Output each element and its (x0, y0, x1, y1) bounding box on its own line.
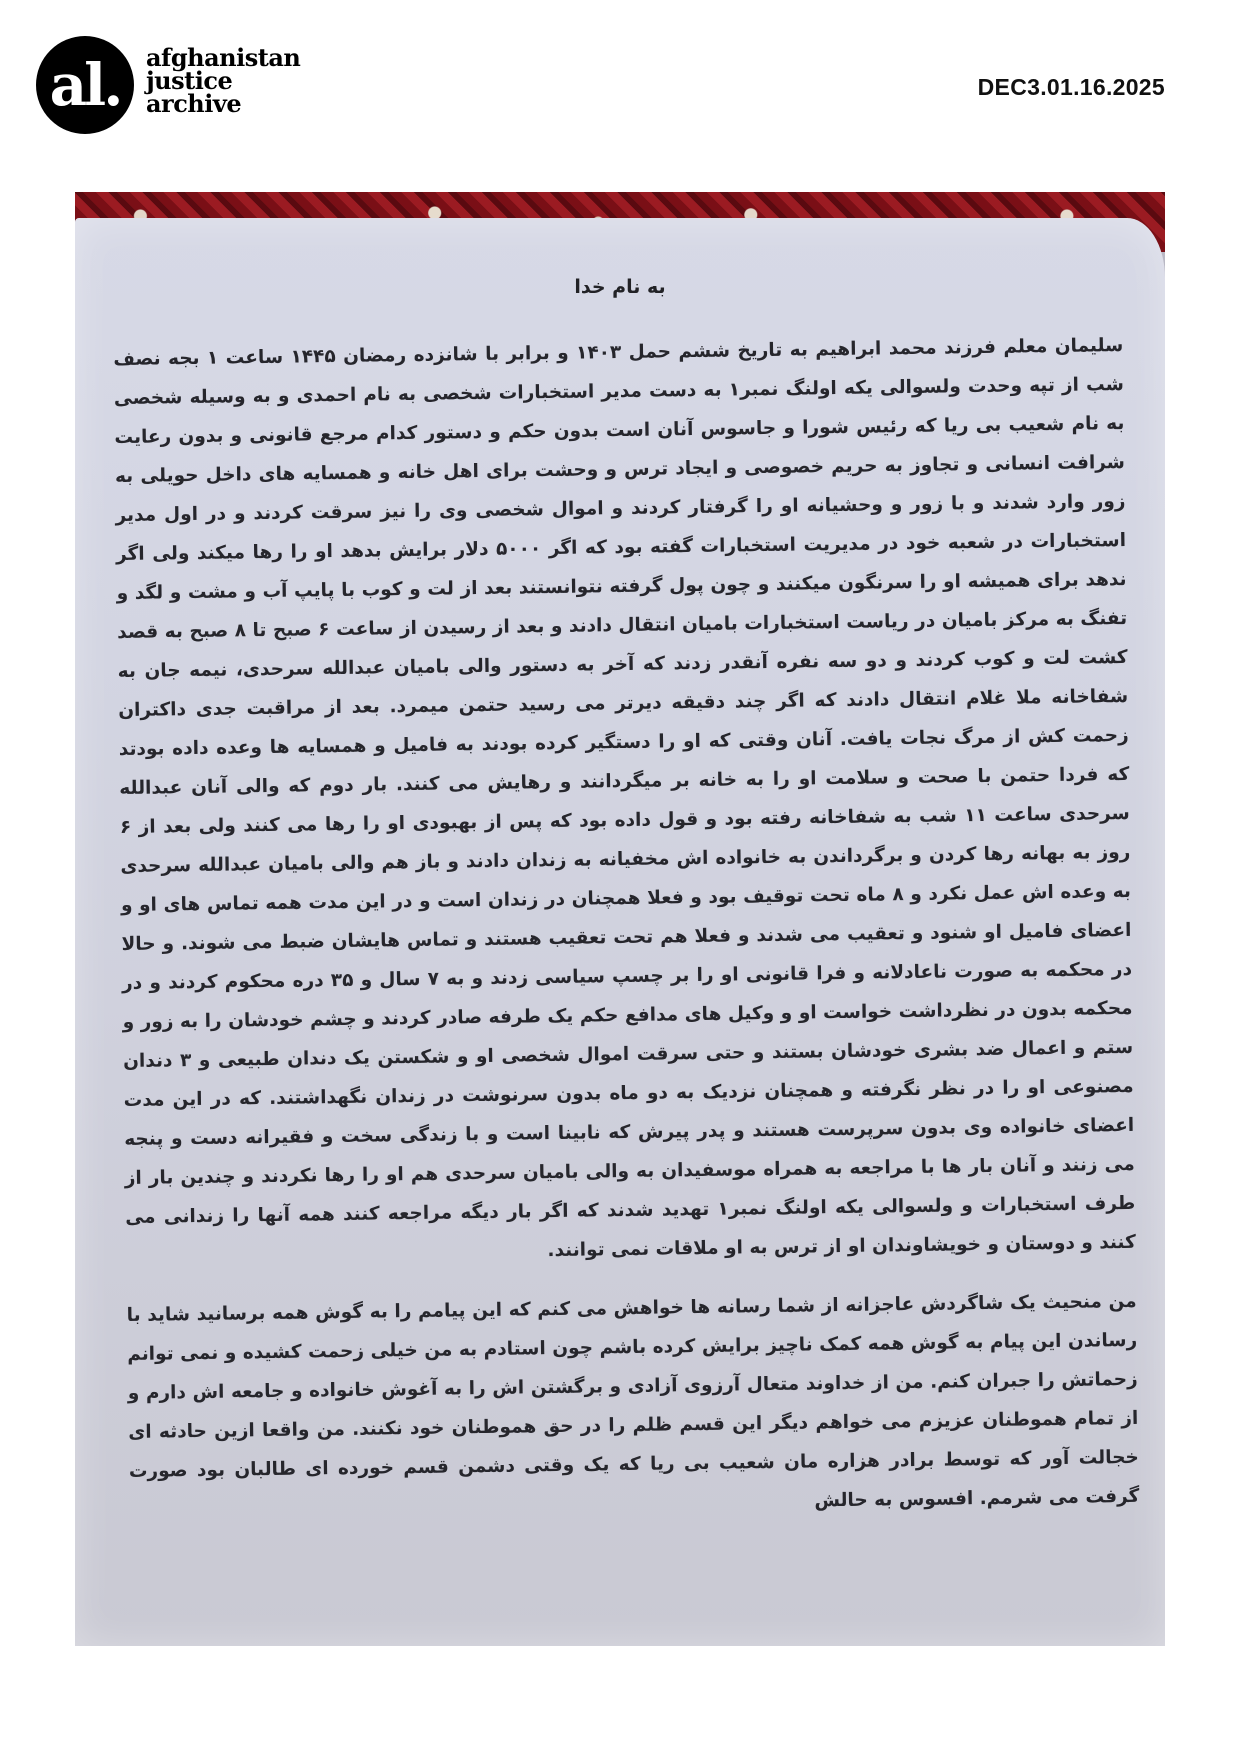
letter-body (113, 326, 1140, 1530)
logo-word-3: archive (146, 89, 242, 118)
logo-mark-text: al. (49, 51, 121, 119)
letter-paragraph-2: من منحیث یک شاگردش عاجزانه از شما رسانه ها خواهش می کنم که این پیامم را به گوش همه برسانید شاید با رساندن این پیام به گوش همه کمک ناچیز برایش کرده باشم چون استادم به من خیلی زحمت کشیده و نمی توانم زحماتش را جبران کنم. من از خداوند متعال آرزوی آزادی و برگشتن اش را به آغوش خانواده و جامعه اش دارم و از تمام هموطنان عزیزم می خواهم دیگر این قسم ظلم را در حق هموطنان خود نکنند. من واقعا ازین حادثه ای خجالت آور که توسط برادر هزاره مان شعیب بی ریا که یک وقتی دشمن قسم خورده ای طالبان بود صورت گرفت می شرمم. افسوس به حالش (126, 1290, 1140, 1512)
letter-paper (75, 218, 1165, 1646)
archive-logo-mark (36, 36, 134, 134)
logo-word-2: justice (146, 66, 233, 95)
letter-paragraph-1: سلیمان معلم فرزند محمد ابراهیم به تاریخ ششم حمل ۱۴۰۳ و برابر با شانزده رمضان ۱۴۴۵ ساعت ۱ بجه نصف شب از تپه وحدت ولسوالی یکه اولنگ نمبر۱ به دست مدیر استخبارات شخصی به نام احمدی و به وسیله شخصی به نام شعیب بی ریا که رئیس شورا و جاسوس آنان است بدون حکم و دستور کدام مرجع قانونی و بدون رعایت شرافت انسانی و تجاوز به حریم خصوصی و ایجاد ترس و وحشت برای اهل خانه و همسایه های داخل حویلی به زور وارد شدند و با زور و وحشیانه او را گرفتار کردند و اموال شخصی وی را نیز سرقت کردند و در اول مدیر استخبارات در شعبه خود در مدیریت استخبارات گفته بود که اگر ۵۰۰۰ دلار برایش بدهد او را رها میکند ولی اگر ندهد برای همیشه او را سرنگون میکنند و چون پول گرفته نتوانستند بعد از لت و کوب با پایپ آب و مشت و لگد و تفنگ به مرکز بامیان در ریاست استخبارات بامیان انتقال دادند و بعد از رسیدن از ساعت ۶ صبح تا ۸ صبح به قصد کشت لت و کوب کردند و دو سه نفره آنقدر زدند که آخر به دستور والی بامیان عبدالله سرحدی، نیمه جان به شفاخانه ملا غلام انتقال دادند که اگر چند دقیقه دیرتر می رسید حتمن میمرد. بعد از مراقبت جدی داکتران زحمت کش از مرگ نجات یافت. آنان وقتی که او را دستگیر کرده بودند به فامیل و همسایه ها وعده داده بودتد که فردا حتمن با صحت و سلامت او را به خانه بر میگردانند و رهایش می کنند. بار دوم که والی آنان عبدالله سرحدی ساعت ۱۱ شب به شفاخانه رفته بود و قول داده بود که پس از بهبودی او را رها می کنند ولی بعد از ۶ روز به بهانه رها کردن و برگرداندن به خانواده اش مخفیانه به زندان دادند و باز هم والی بامیان عبدالله سرحدی به وعده اش عمل نکرد و ۸ ماه تحت توقیف بود و فعلا همچنان در زندان است و در این مدت همه تماس های او و اعضای فامیل او شنود و تعقیب می شدند و فعلا هم تحت تعقیب هستند و تماس هایشان ضبط می شوند. و حالا در محکمه به صورت ناعادلانه و فرا قانونی او را بر چسپ سیاسی زدند و به ۷ سال و ۳۵ دره محکوم کردند و در محکمه بدون در نظرداشت خواست او و وکیل های مدافع حکم یک طرفه صادر کردند و چشم خودشان را به زور و ستم و اعمال ضد بشری خودشان بستند و حتی سرقت اموال شخصی او و شکستن یک دندان طبیعی و ۳ دندان مصنوعی او را در نظر نگرفته و همچنان نزدیک به دو ماه بدون سرنوشت در زندان نگهداشتند. که در این مدت اعضای خانواده وی بدون سرپرست هستند و پدر پیرش که نابینا است و با زندگی سخت و فقیرانه دست و پنجه می زنند و آنان بار ها با مراجعه به همراه موسفیدان به والی بامیان سرحدی هم او را رها نکردند و چندین بار از طرف استخبارات و ولسوالی یکه اولنگ نمبر۱ تهدید شدند که اگر بار دیگه مراجعه کنند همه آنها را زندانی می کنند و دوستان و خویشاوندان او از ترس به او ملاقات نمی توانند. (113, 334, 1136, 1262)
logo-word-1: afghanistan (146, 43, 301, 72)
letter-title: به نام خدا (574, 276, 666, 298)
archive-logo-wordmark (146, 43, 301, 118)
document-code: DEC3.01.16.2025 (977, 74, 1165, 100)
letter-photo (75, 192, 1165, 1646)
